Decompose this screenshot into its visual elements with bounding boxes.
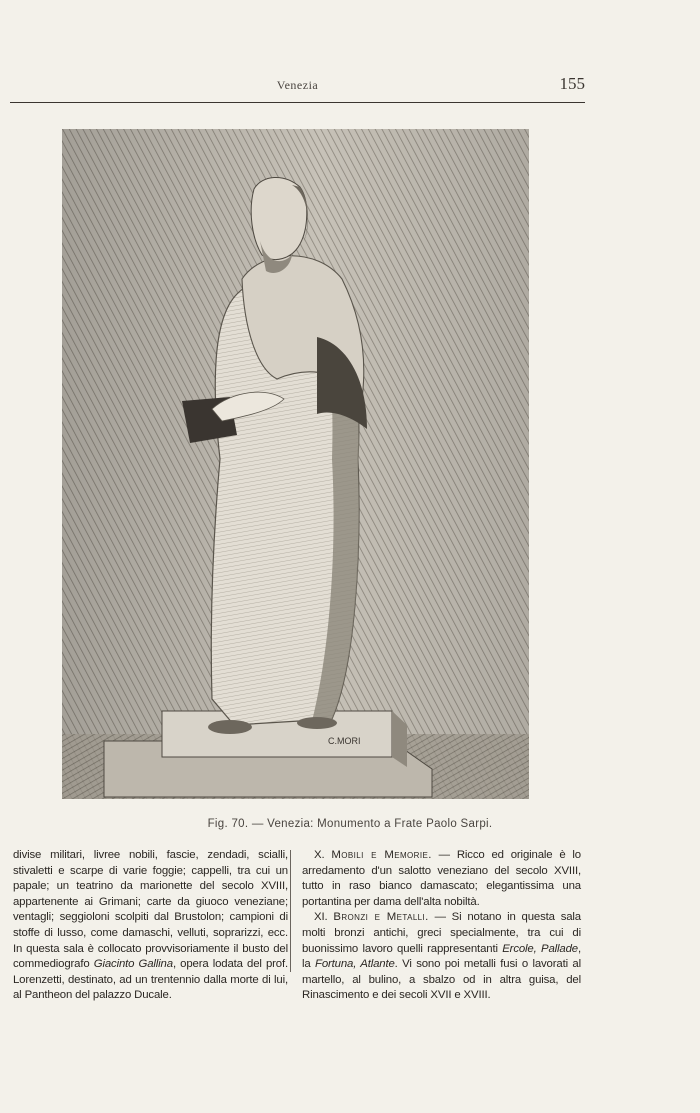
left-column-text: divise militari, livree nobili, fascie, zendadi, scialli, stivaletti e scarpe di varie foggie; cappelli, tra cui un papale; un teatrino da marionette del secolo XVIII, appartenente ai Grimani; carte da giuoco veneziane; ventagli; seggioloni scolpiti dal Brustolon; campioni di stoffe di lusso, come damaschi, velluti, soprarizzi, ecc. In questa sala è collocato provvisoriamente il busto del commediografo bbox=[13, 849, 288, 971]
section-xi-numeral: XI. bbox=[314, 911, 328, 924]
figure-caption: Fig. 70. — Venezia: Monumento a Frate Paolo Sarpi. bbox=[207, 818, 493, 830]
plinth-inscription: C.MORI bbox=[328, 736, 361, 746]
italic-ercole-pallade: Ercole, Pallade bbox=[502, 942, 578, 955]
section-xi-paragraph bbox=[302, 910, 581, 1004]
right-column bbox=[302, 848, 581, 1004]
section-x-numeral: X. bbox=[314, 849, 325, 861]
running-title: Venezia bbox=[276, 78, 319, 92]
page-number: 155 bbox=[559, 74, 585, 93]
section-x-body: — Ricco ed originale è lo arredamento d'un salotto veneziano del secolo XVIII, tutto in raso bianco damascato; elegantissima una portantina per dama dell'alta nobiltà. bbox=[302, 849, 581, 908]
left-column bbox=[13, 848, 288, 1004]
section-xi-body-start: — Si notano in questa sala molti bronzi antichi, greci specialmente, tra cui di buonissimo lavoro quelli rappresentanti bbox=[302, 911, 581, 955]
italic-name-gallina: Giacinto Gallina bbox=[93, 958, 173, 971]
italic-fortuna-atlante: Fortuna, Atlante bbox=[315, 958, 395, 971]
section-xi-heading: Bronzi e Metalli. bbox=[333, 911, 429, 924]
statue-illustration bbox=[62, 129, 529, 799]
section-xi-body-end: . Vi sono poi metalli fusi o lavorati al martello, al bulino, a sbalzo od in altra guisa, del Rinascimento e dei secoli XVII e XVIII. bbox=[302, 958, 581, 1002]
section-x-paragraph bbox=[302, 848, 581, 910]
left-column-paragraph bbox=[13, 848, 288, 1004]
running-header bbox=[10, 74, 585, 103]
engraving-figure bbox=[62, 129, 529, 799]
section-x-heading: Mobili e Memorie. bbox=[331, 849, 432, 861]
column-divider bbox=[290, 850, 291, 972]
left-column-text-end: , opera lodata del prof. Lorenzetti, destinato, ad un trentennio dalla morte di lui, al Pantheon del palazzo Ducale. bbox=[13, 958, 288, 1002]
section-xi-sep: , la bbox=[302, 942, 581, 971]
